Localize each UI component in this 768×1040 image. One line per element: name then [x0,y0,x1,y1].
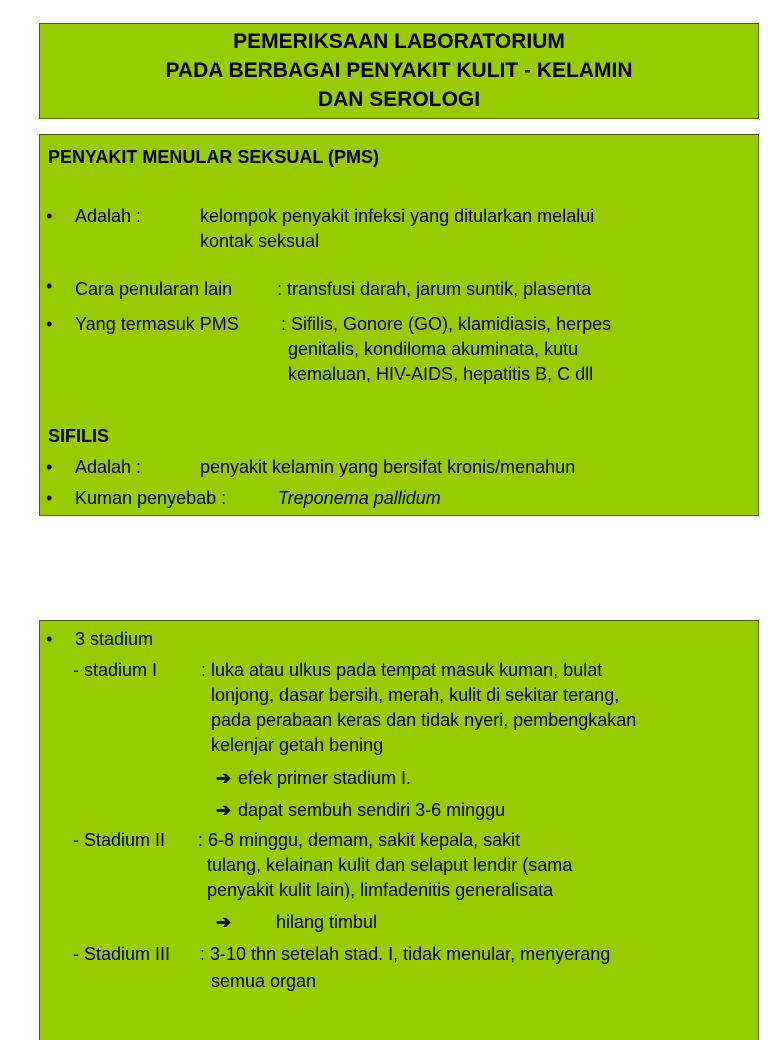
stadium-box [39,620,759,1040]
stadium-1-arrow-2: dapat sembuh sendiri 3-6 minggu [238,800,506,820]
pms-cara-label: Cara penularan lain [75,279,233,299]
stadium-2-line2: tulang, kelainan kulit dan selaput lendir (sama [207,855,573,875]
title-line-2: PADA BERBAGAI PENYAKIT KULIT - KELAMIN [165,59,633,82]
stadium-1-line3: pada perabaan keras dan tidak nyeri, pembengkakan [211,710,637,730]
sifilis-adalah-value: penyakit kelamin yang bersifat kronis/menahun [200,457,576,477]
bullet: • [46,314,53,334]
stadium-2-line3: penyakit kulit lain), limfadenitis generalisata [207,880,554,900]
pms-adalah-line2: kontak seksual [200,231,320,251]
stadium-1-arrow-1: efek primer stadium I. [238,768,412,788]
stadium-1-label: - stadium I [73,660,158,680]
sifilis-kuman-label: Kuman penyebab : [75,488,227,508]
stadium-2-line1: : 6-8 minggu, demam, sakit kepala, sakit [198,830,521,850]
stadium-intro: 3 stadium [75,629,154,649]
bullet: • [46,629,53,649]
pms-termasuk-line2: genitalis, kondiloma akuminata, kutu [288,339,579,359]
stadium-1-line2: lonjong, dasar bersih, merah, kulit di sekitar terang, [211,685,620,705]
pms-box [39,134,759,516]
stadium-2-arrow: hilang timbul [276,912,378,932]
pms-termasuk-line1: : Sifilis, Gonore (GO), klamidiasis, herpes [281,314,612,334]
stadium-1-line1: : luka atau ulkus pada tempat masuk kuman, bulat [201,660,603,680]
bullet: • [46,457,53,477]
pms-cara-value: : transfusi darah, jarum suntik, plasenta [277,279,592,299]
pms-termasuk-label: Yang termasuk PMS [75,314,239,334]
pms-heading: PENYAKIT MENULAR SEKSUAL (PMS) [48,147,380,167]
sifilis-heading: SIFILIS [48,426,110,446]
arrow-icon: ➔ [216,768,232,788]
stadium-1-line4: kelenjar getah bening [211,735,384,755]
pms-adalah-line1: kelompok penyakit infeksi yang ditularkan melalui [200,206,595,226]
pms-adalah-label: Adalah : [75,206,142,226]
stadium-3-line1: : 3-10 thn setelah stad. I, tidak menular, menyerang [200,944,611,964]
arrow-icon: ➔ [216,800,232,820]
bullet: • [46,488,53,508]
sifilis-kuman-value: Treponema pallidum [278,488,441,508]
arrow-icon: ➔ [216,912,232,932]
sifilis-adalah-label: Adalah : [75,457,142,477]
pms-termasuk-line3: kemaluan, HIV-AIDS, hepatitis B, C dll [288,364,594,384]
title-box [39,23,759,119]
stadium-3-label: - Stadium III [73,944,171,964]
title-line-3: DAN SEROLOGI [317,88,481,111]
stadium-3-line2: semua organ [211,971,317,991]
bullet: • [46,206,53,226]
title-line-1: PEMERIKSAAN LABORATORIUM [233,30,565,53]
stadium-2-label: - Stadium II [73,830,166,850]
bullet: • [46,276,53,296]
